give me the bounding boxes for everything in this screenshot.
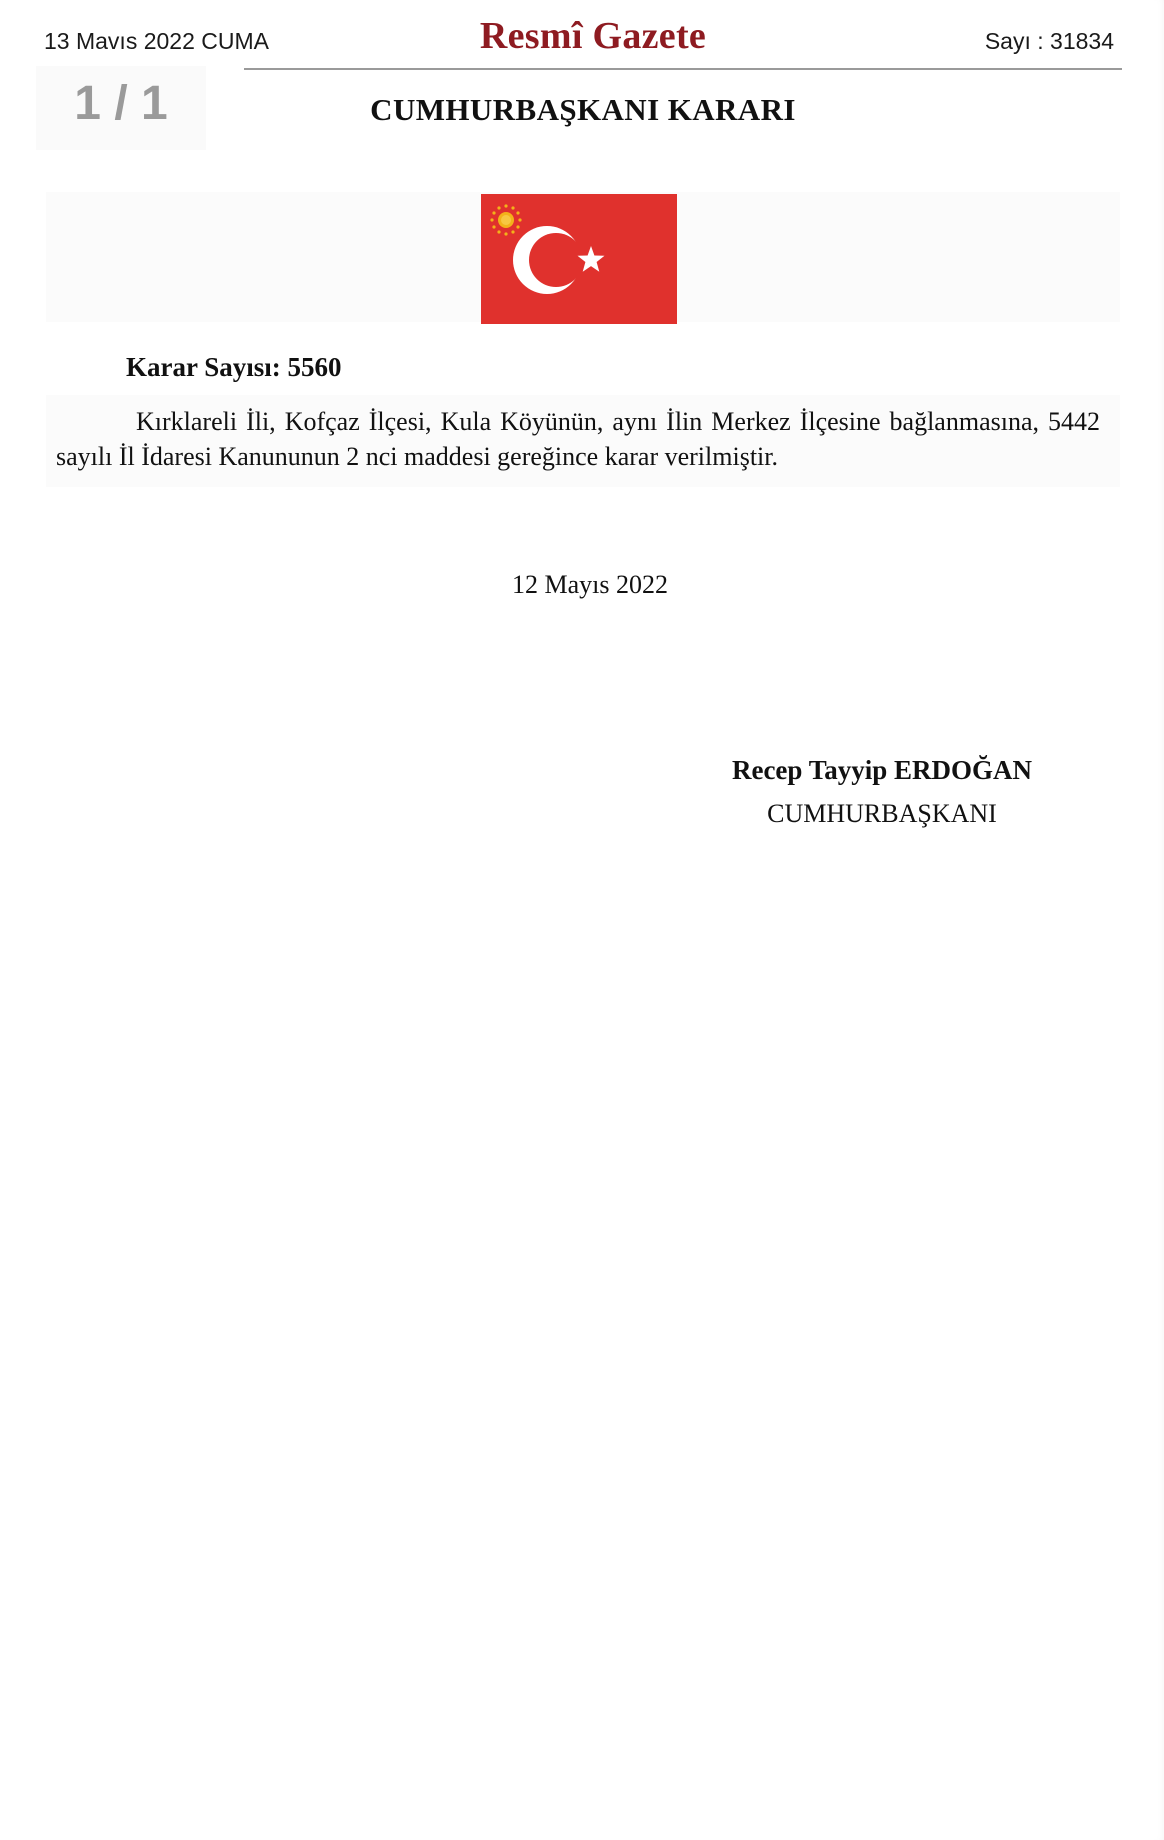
signing-date: 12 Mayıs 2022 [512, 570, 668, 599]
decision-heading: CUMHURBAŞKANI KARARI [370, 92, 796, 127]
header-divider [244, 68, 1122, 70]
signatory-name: Recep Tayyip ERDOĞAN [731, 755, 1033, 785]
signature-block [722, 752, 1042, 832]
publication-date: 13 Mavıs 2022 CUMA [44, 28, 269, 54]
presidential-flag-icon [481, 194, 677, 324]
issue-number: Sayı : 31834 [984, 28, 1114, 54]
page-indicator: 1 / 1 [36, 66, 206, 150]
gazette-title: Resmî Gazete [479, 15, 707, 57]
decision-body-text: Kırklareli İli, Kofçaz İlçesi, Kula Köyünün, aynı İlin Merkez İlçesine bağlanmasına, 5442 sayılı İl İdaresi Kanununun 2 nci maddesi gereğince karar verilmiştir. [56, 407, 1100, 471]
signatory-title: CUMHURBAŞKANI [767, 799, 997, 828]
decision-number: Karar Sayısı: 5560 [126, 352, 342, 382]
